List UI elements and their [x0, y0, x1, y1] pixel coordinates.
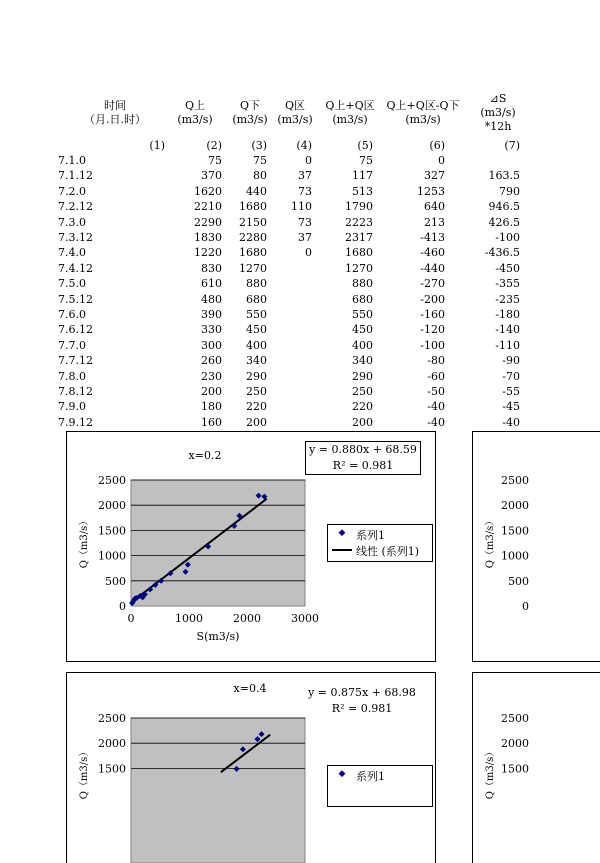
trend-equation-2: y = 0.875x + 68.98 [308, 686, 416, 699]
cell-time: 7.4.0 [58, 246, 86, 260]
y-tick-label: 2500 [98, 474, 126, 487]
table-cell: -160 [420, 308, 445, 321]
table-cell: 200 [201, 385, 222, 398]
x-tick-label: 2000 [233, 612, 261, 625]
header-delta-s-unit: (m3/s) [480, 106, 516, 119]
table-cell: 110 [291, 200, 312, 214]
table-row [0, 354, 600, 369]
y-axis-label: Q（m3/s） [485, 515, 496, 569]
header-delta-s [463, 92, 533, 134]
col-num: (3) [251, 139, 267, 152]
table-cell: 2290 [194, 215, 222, 229]
cell-time: 7.2.12 [58, 200, 93, 214]
table-cell: 400 [246, 338, 267, 352]
table-row [0, 370, 600, 385]
table-cell: 390 [201, 308, 222, 321]
y-tick-label: 1500 [501, 762, 529, 776]
col-num: (5) [357, 139, 373, 152]
col-num: (6) [429, 139, 445, 152]
y-tick-label: 0 [522, 600, 529, 613]
legend-series: 系列1 [356, 529, 385, 542]
table-cell: -40 [427, 415, 445, 429]
header-q-net-label: Q上+Q区-Q下 [386, 99, 460, 112]
table-cell: 1253 [417, 184, 445, 198]
y-tick-label: 0 [119, 600, 126, 613]
table-cell: -40 [502, 415, 520, 429]
header-q-net-unit: (m3/s) [405, 113, 441, 126]
table-cell: 340 [246, 354, 267, 368]
table-cell: 200 [352, 415, 373, 429]
col-num: (7) [504, 139, 520, 152]
table-cell: 1680 [345, 246, 373, 260]
table-cell: 1680 [239, 246, 267, 260]
y-axis-label: Q（m3/s） [485, 746, 496, 800]
legend-line-icon [332, 549, 352, 551]
table-cell: 830 [201, 261, 222, 275]
table-cell: 300 [201, 338, 222, 352]
table-cell: -50 [427, 385, 445, 398]
table-cell: 450 [352, 323, 373, 337]
chart-right-1 [472, 431, 600, 662]
y-tick-label: 2500 [501, 712, 529, 725]
header-q-zone [270, 99, 320, 127]
table-cell: 370 [201, 169, 222, 183]
table-cell: 80 [253, 169, 267, 183]
table-cell: -413 [420, 231, 445, 244]
x-axis-label: S(m3/s) [196, 630, 240, 643]
col-num: (1) [149, 139, 165, 152]
table-cell: 880 [246, 277, 267, 291]
cell-time: 7.1.12 [58, 169, 93, 183]
y-tick-label: 2500 [98, 712, 126, 725]
table-cell: -436.5 [484, 246, 520, 260]
table-cell: 260 [201, 354, 222, 368]
table-row [0, 185, 600, 200]
table-cell: 1620 [194, 184, 222, 198]
table-cell: -100 [420, 338, 445, 352]
table-cell: 1270 [239, 261, 267, 275]
table-cell: 1680 [239, 200, 267, 214]
cell-time: 7.7.0 [58, 338, 86, 352]
table-cell: -355 [495, 277, 520, 291]
x-tick-label: 1000 [175, 612, 203, 625]
trend-r2-2: R² = 0.981 [331, 702, 393, 715]
table-cell: 250 [246, 385, 267, 398]
cell-time: 7.1.0 [58, 154, 86, 167]
table-cell: 1830 [194, 231, 222, 244]
table-cell: 550 [352, 308, 373, 321]
table-cell: 37 [298, 231, 312, 244]
header-q-upper-unit: (m3/s) [177, 113, 213, 126]
cell-time: 7.5.0 [58, 277, 86, 291]
table-row [0, 169, 600, 184]
table-cell: 610 [201, 277, 222, 291]
cell-time: 7.8.12 [58, 385, 93, 398]
legend-series-2: 系列1 [356, 770, 385, 783]
y-tick-label: 1500 [98, 762, 126, 776]
table-cell: 180 [201, 400, 222, 414]
table-cell: 400 [352, 338, 373, 352]
cell-time: 7.4.12 [58, 261, 93, 275]
chart-right-2-svg [473, 673, 600, 863]
table-cell: 946.5 [488, 200, 520, 214]
y-tick-label: 2000 [98, 737, 126, 751]
trend-equation-box-2 [305, 685, 419, 717]
table-row [0, 293, 600, 308]
col-num: (4) [296, 139, 312, 152]
table-cell: 513 [352, 184, 373, 198]
y-tick-label: 2000 [98, 499, 126, 513]
table-cell: -55 [502, 385, 520, 398]
table-cell: 0 [305, 154, 312, 167]
table-cell: 73 [298, 215, 312, 229]
table-cell: -60 [427, 369, 445, 383]
table-cell: 327 [424, 169, 445, 183]
table-cell: 73 [298, 184, 312, 198]
table-cell: 213 [424, 215, 445, 229]
table-cell: -40 [427, 400, 445, 414]
trend-equation: y = 0.880x + 68.59 [309, 443, 417, 456]
table-cell: -180 [495, 308, 520, 321]
y-tick-label: 500 [105, 574, 126, 588]
chart-right-2 [472, 672, 600, 863]
table-cell: -110 [495, 338, 520, 352]
header-q-lower-label: Q下 [239, 99, 261, 112]
y-axis-label: Q（m3/s） [79, 746, 90, 800]
chart-right-1-svg [473, 432, 600, 661]
y-tick-label: 2000 [501, 499, 529, 513]
legend-marker-icon: ◆ [338, 769, 346, 779]
table-cell: 0 [438, 154, 445, 167]
header-delta-s-label: ⊿S [489, 92, 507, 105]
cell-time: 7.8.0 [58, 369, 86, 383]
table-cell: 0 [305, 246, 312, 260]
table-row [0, 308, 600, 323]
table-cell: 550 [246, 308, 267, 321]
routing-table [0, 0, 600, 430]
table-cell: 330 [201, 323, 222, 337]
table-cell: 250 [352, 385, 373, 398]
table-cell: 2280 [239, 231, 267, 244]
table-row [0, 262, 600, 277]
table-cell: -460 [420, 246, 445, 260]
table-cell: 200 [246, 415, 267, 429]
table-row [0, 323, 600, 338]
plot-area [131, 718, 305, 863]
table-row [0, 200, 600, 215]
table-cell: 2150 [239, 215, 267, 229]
header-time-label: 时间 [104, 99, 126, 112]
header-q-lower-unit: (m3/s) [232, 113, 268, 126]
table-row [0, 416, 600, 431]
table-cell: 220 [352, 400, 373, 414]
header-q-zone-label: Q区 [284, 99, 306, 112]
y-tick-label: 1000 [501, 549, 529, 563]
table-row [0, 246, 600, 261]
col-num: (2) [206, 139, 222, 152]
chart-title: x=0.4 [233, 682, 267, 695]
y-tick-label: 2500 [501, 474, 529, 487]
table-cell: -90 [502, 354, 520, 368]
cell-time: 7.9.0 [58, 400, 86, 414]
table-cell: 75 [359, 154, 373, 167]
table-cell: 680 [352, 292, 373, 306]
table-cell: 640 [424, 200, 445, 214]
table-row [0, 231, 600, 246]
chart-x04 [66, 672, 436, 863]
table-row [0, 400, 600, 415]
table-cell: 1790 [345, 200, 373, 214]
table-row [0, 385, 600, 400]
table-cell: -235 [495, 292, 520, 306]
y-tick-label: 500 [508, 574, 529, 588]
header-time [80, 99, 150, 127]
cell-time: 7.9.12 [58, 415, 93, 429]
table-cell: 340 [352, 354, 373, 368]
table-cell: 75 [208, 154, 222, 167]
table-row [0, 154, 600, 169]
header-q-net [378, 99, 468, 127]
header-q-lower [225, 99, 275, 127]
trend-equation-box [305, 441, 421, 475]
y-tick-label: 1500 [501, 524, 529, 538]
cell-time: 7.7.12 [58, 354, 93, 368]
table-cell: 220 [246, 400, 267, 414]
header-q-zone-unit: (m3/s) [277, 113, 313, 126]
table-row [0, 277, 600, 292]
y-tick-label: 1500 [98, 524, 126, 538]
table-cell: 163.5 [488, 169, 520, 183]
table-cell: -440 [420, 261, 445, 275]
table-cell: 440 [246, 184, 267, 198]
table-cell: 2223 [345, 215, 373, 229]
table-cell: -200 [420, 292, 445, 306]
table-cell: 2317 [345, 231, 373, 244]
table-cell: 790 [499, 184, 520, 198]
y-axis-label: Q（m3/s） [79, 515, 90, 569]
trend-r2: R² = 0.981 [332, 459, 394, 472]
chart-legend-2 [327, 765, 433, 807]
table-cell: 450 [246, 323, 267, 337]
header-q-sum [320, 99, 380, 127]
table-cell: 160 [201, 415, 222, 429]
cell-time: 7.3.12 [58, 231, 93, 244]
cell-time: 7.6.12 [58, 323, 93, 337]
header-delta-s-factor: *12h [484, 120, 512, 133]
header-q-upper-label: Q上 [184, 99, 206, 112]
chart-legend [327, 524, 433, 562]
table-cell: 290 [246, 369, 267, 383]
table-cell: 230 [201, 369, 222, 383]
x-tick-label: 3000 [291, 612, 319, 625]
table-cell: 680 [246, 292, 267, 306]
table-cell: 1220 [194, 246, 222, 260]
header-q-sum-label: Q上+Q区 [325, 99, 375, 112]
table-cell: 880 [352, 277, 373, 291]
table-cell: 117 [352, 169, 373, 183]
cell-time: 7.3.0 [58, 215, 86, 229]
table-cell: -140 [495, 323, 520, 337]
table-cell: 480 [201, 292, 222, 306]
table-cell: -450 [495, 261, 520, 275]
table-cell: 290 [352, 369, 373, 383]
y-tick-label: 1000 [98, 549, 126, 563]
header-time-unit: （月.日.时） [84, 113, 146, 126]
table-cell: -45 [502, 400, 520, 414]
table-cell: 2210 [194, 200, 222, 214]
table-cell: -120 [420, 323, 445, 337]
table-cell: -70 [502, 369, 520, 383]
y-tick-label: 2000 [501, 737, 529, 751]
table-cell: 426.5 [488, 215, 520, 229]
x-tick-label: 0 [127, 612, 135, 625]
column-number-row [0, 139, 600, 154]
header-q-upper [170, 99, 220, 127]
table-row [0, 216, 600, 231]
legend-marker-icon: ◆ [338, 528, 346, 538]
table-cell: 1270 [345, 261, 373, 275]
plot-area [131, 480, 305, 606]
table-cell: -100 [495, 231, 520, 244]
header-q-sum-unit: (m3/s) [332, 113, 368, 126]
cell-time: 7.2.0 [58, 184, 86, 198]
table-cell: 37 [298, 169, 312, 183]
table-cell: 75 [253, 154, 267, 167]
cell-time: 7.6.0 [58, 308, 86, 321]
chart-x02 [66, 431, 436, 662]
legend-trendline: 线性 (系列1) [356, 545, 420, 558]
cell-time: 7.5.12 [58, 292, 93, 306]
table-row [0, 339, 600, 354]
table-cell: -270 [420, 277, 445, 291]
chart-title: x=0.2 [188, 449, 222, 462]
table-cell: -80 [427, 354, 445, 368]
